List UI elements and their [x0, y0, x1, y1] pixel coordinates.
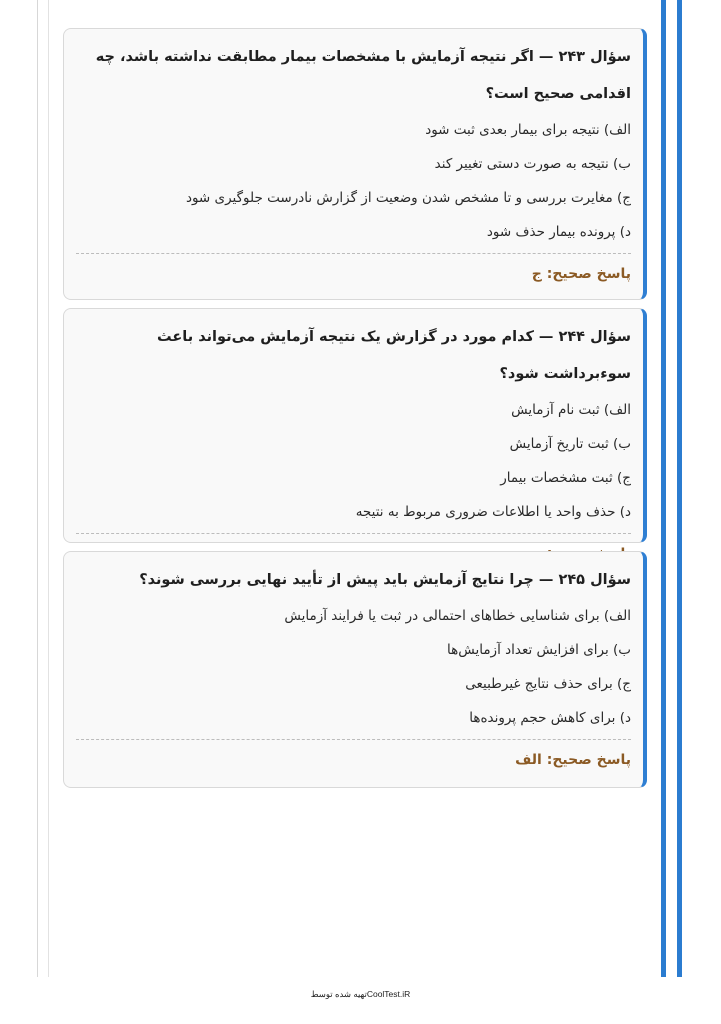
page-footer: تهیه شده توسطCoolTest.iR: [310, 989, 411, 999]
correct-answer: پاسخ صحیح: الف: [515, 752, 631, 768]
option-a: الف) برای شناسایی خطاهای احتمالی در ثبت یا فرایند آزمایش: [284, 608, 631, 624]
option-c: ج) برای حذف نتایج غیرطبیعی: [465, 676, 631, 692]
right-accent-bar-inner: [661, 0, 666, 977]
correct-answer: پاسخ صحیح: ج: [531, 266, 631, 282]
right-accent-bar-outer: [677, 0, 682, 977]
option-d: د) پرونده بیمار حذف شود: [486, 224, 631, 240]
left-margin-line: [37, 0, 38, 977]
option-d: د) حذف واحد یا اطلاعات ضروری مربوط به نتیجه: [355, 504, 631, 520]
question-title: سؤال ۲۴۵ — چرا نتایج آزمایش باید پیش از تأیید نهایی بررسی شوند؟: [139, 572, 631, 588]
option-a: الف) ثبت نام آزمایش: [511, 402, 631, 418]
option-b: ب) ثبت تاریخ آزمایش: [509, 436, 631, 452]
question-card-243: [63, 28, 647, 300]
option-d: د) برای کاهش حجم پرونده‌ها: [469, 710, 631, 726]
option-c: ج) ثبت مشخصات بیمار: [500, 470, 631, 486]
option-a: الف) نتیجه برای بیمار بعدی ثبت شود: [425, 122, 631, 138]
question-title: سؤال ۲۴۴ — کدام مورد در گزارش یک نتیجه آزمایش می‌تواند باعث سوءبرداشت شود؟: [157, 329, 631, 382]
question-card-244: [63, 308, 647, 543]
question-title: سؤال ۲۴۳ — اگر نتیجه آزمایش با مشخصات بیمار مطابقت نداشته باشد، چه اقدامی صحیح است؟: [95, 49, 631, 102]
option-c: ج) مغایرت بررسی و تا مشخص شدن وضعیت از گزارش نادرست جلوگیری شود: [185, 190, 631, 206]
option-b: ب) نتیجه به صورت دستی تغییر کند: [434, 156, 631, 172]
option-b: ب) برای افزایش تعداد آزمایش‌ها: [447, 642, 631, 658]
left-margin-line-inner: [48, 0, 49, 977]
question-card-245: [63, 551, 647, 788]
